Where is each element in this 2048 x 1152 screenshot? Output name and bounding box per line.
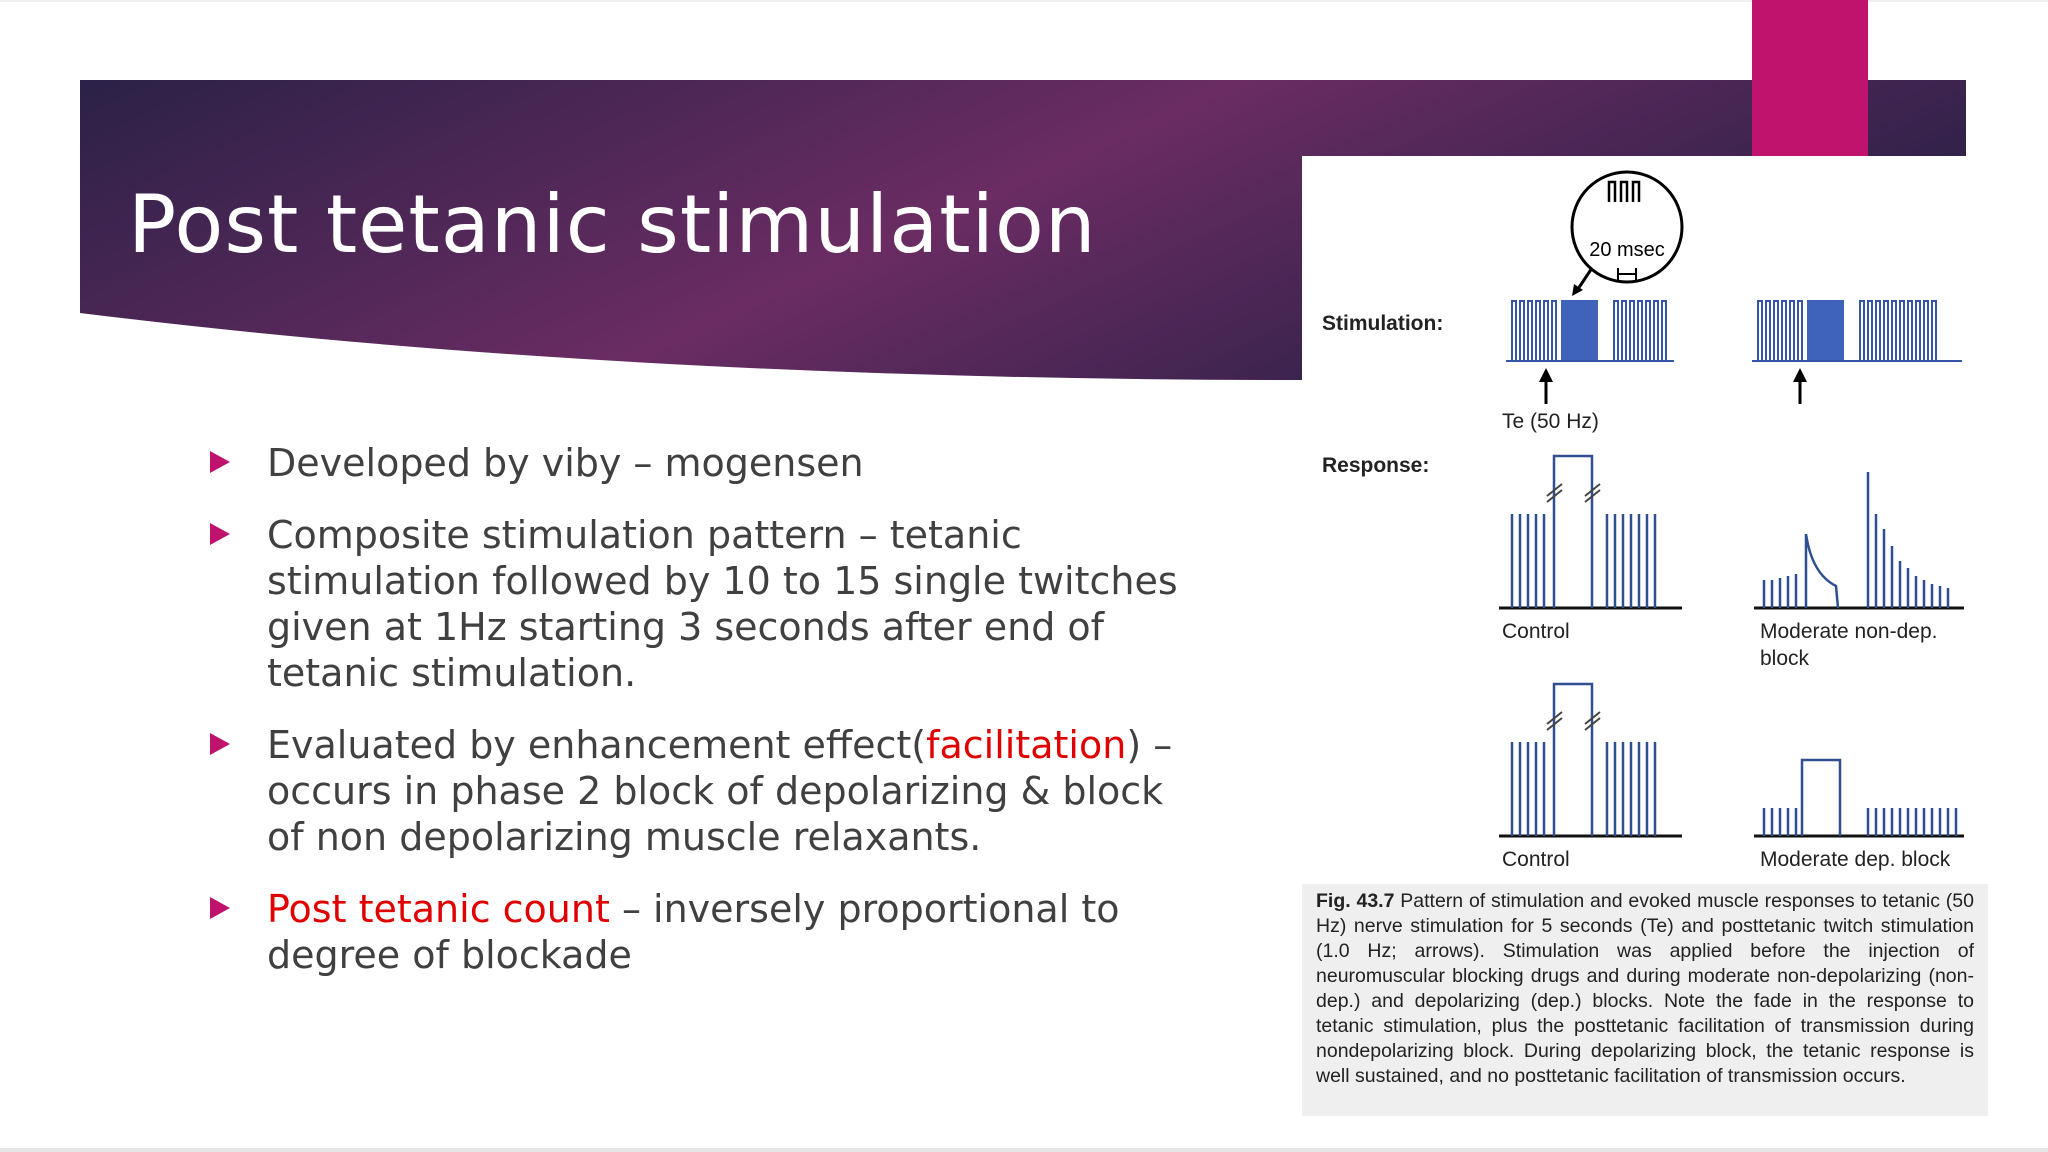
panel-label-control-2: Control (1502, 848, 1570, 871)
caption-fig-label: Fig. 43.7 (1316, 890, 1395, 912)
bullet-text: Developed by viby – mogensen (267, 441, 864, 485)
stimulation-label: Stimulation: (1322, 312, 1444, 335)
bullet-text-post: – inversely proportional to degree of blockade (267, 887, 1120, 977)
bullet-item (210, 512, 1190, 696)
stimulation-train-control (1506, 300, 1674, 361)
bullet-arrow-icon (210, 451, 230, 473)
response-control-2 (1499, 684, 1682, 836)
twitch-arrowhead-icon (1539, 368, 1553, 382)
figure-caption (1302, 884, 1988, 1116)
bullet-item (210, 722, 1190, 860)
bullet-text-pre: Evaluated by enhancement effect( (267, 723, 927, 767)
bullet-text: Composite stimulation pattern – tetanic stimulation followed by 10 to 15 single twitches given at 1Hz starting 3 seconds after end of tetanic stimulation. (267, 513, 1178, 695)
panel-label-nondep-line1: Moderate non-dep. (1760, 620, 1938, 643)
bullet-highlight: Post tetanic count (267, 887, 610, 931)
figure-svg (1302, 156, 1988, 884)
response-dep-block (1754, 760, 1964, 836)
bullet-item (210, 440, 1190, 486)
response-nondep-block (1754, 472, 1964, 608)
zoom-label: 20 msec (1589, 239, 1665, 261)
te-label: Te (50 Hz) (1502, 410, 1599, 433)
accent-bar (1752, 0, 1868, 157)
panel-label-control-1: Control (1502, 620, 1570, 643)
response-label: Response: (1322, 454, 1430, 477)
bullet-arrow-icon (210, 897, 230, 919)
bullet-arrow-icon (210, 733, 230, 755)
twitch-arrowhead-icon (1793, 368, 1807, 382)
bullet-highlight: facilitation (926, 723, 1127, 767)
panel-label-dep: Moderate dep. block (1760, 848, 1951, 871)
slide-title: Post tetanic stimulation (128, 178, 1097, 271)
bullet-arrow-icon (210, 523, 230, 545)
response-control-1 (1499, 456, 1682, 608)
panel-label-nondep-line2: block (1760, 647, 1810, 670)
bullet-text-post: ) – occurs in phase 2 block of depolarizing & block of non depolarizing muscle relaxants. (267, 723, 1173, 859)
stimulation-train-block (1752, 300, 1962, 361)
bottom-rule (0, 1148, 2048, 1152)
bullet-list (210, 440, 1190, 1004)
bullet-item (210, 886, 1190, 978)
caption-text: Pattern of stimulation and evoked muscle responses to tetanic (50 Hz) nerve stimulation for 5 seconds (Te) and posttetanic twitch stimulation (1.0 Hz; arrows). Stimulation was applied before the injection of neuromuscular blocking drugs and during moderate non-depolarizing (non-dep.) and depolarizing (dep.) blocks. Note the fade in the response to tetanic stimulation, plus the posttetanic facilitation of transmission during nondepolarizing block. During depolarizing block, the tetanic response is well sustained, and no posttetanic facilitation of transmission occurs. (1316, 890, 1974, 1087)
